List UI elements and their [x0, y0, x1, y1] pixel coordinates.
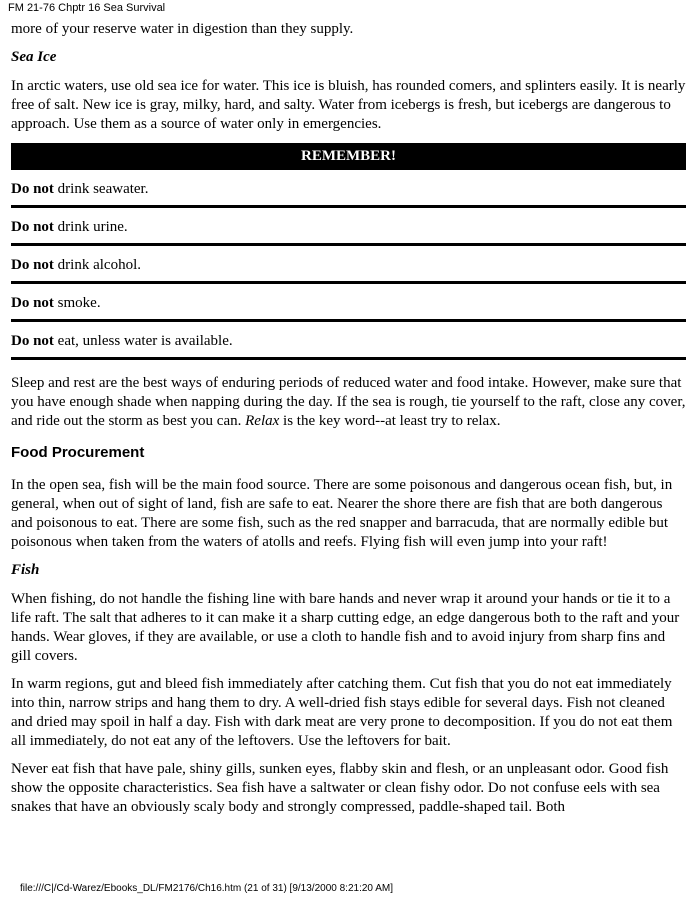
fish-paragraph-3: Never eat fish that have pale, shiny gills, sunken eyes, flabby skin and flesh, or an unpleasant odor. Good fish show the opposite characteristics. Sea fish have a saltwater or clean fishy odor. Do not confuse eels with sea snakes that have an obviously scaly body and strongly compressed, paddle-shaped tail. Both: [11, 761, 669, 815]
sleep-text-after: is the key word--at least try to relax.: [279, 413, 501, 429]
remember-item: [11, 246, 686, 284]
remember-item-bold: Do not: [11, 333, 54, 349]
fish-paragraph-1: When fishing, do not handle the fishing line with bare hands and never wrap it around your hands or tie it to a life raft. The salt that adheres to it can make it a sharp cutting edge, an edge dangerous both to the raft and your hands. Wear gloves, if they are available, or use a cloth to handle fish and to avoid injury from sharp fins and gill covers.: [11, 591, 680, 664]
remember-item-bold: Do not: [11, 257, 54, 273]
sleep-paragraph: [11, 374, 686, 431]
page-header: FM 21-76 Chptr 16 Sea Survival: [8, 2, 166, 14]
remember-item-text: smoke.: [53, 295, 101, 311]
sleep-text-before: Sleep and rest are the best ways of enduring periods of reduced water and food intake. However, make sure that you have enough shade when napping during the day. If the sea is rough, tie yourself to the raft, close any cover, and ride out the storm as best you can.: [11, 375, 686, 429]
sleep-text-italic: Relax: [245, 413, 280, 429]
continuation-paragraph: more of your reserve water in digestion than they supply.: [11, 21, 354, 37]
remember-item-text: drink urine.: [53, 219, 128, 235]
remember-item: [11, 284, 686, 322]
remember-item: [11, 208, 686, 246]
food-procurement-paragraph: In the open sea, fish will be the main food source. There are some poisonous and dangerous ocean fish, but, in general, when out of sight of land, fish are safe to eat. Nearer the shore there are fish that are both dangerous and poisonous to eat. There are some fish, such as the red snapper and barracuda, that are normally edible but poisonous when taken from the waters of atolls and reefs. Flying fish will even jump into your raft!: [11, 477, 673, 550]
remember-item: [11, 170, 686, 208]
remember-item: [11, 322, 686, 360]
food-procurement-heading: Food Procurement: [11, 444, 145, 461]
sea-ice-heading: Sea Ice: [11, 49, 57, 65]
remember-item-bold: Do not: [11, 181, 54, 197]
page-footer: file:///C|/Cd-Warez/Ebooks_DL/FM2176/Ch16.htm (21 of 31) [9/13/2000 8:21:20 AM]: [20, 883, 393, 894]
sea-ice-paragraph: In arctic waters, use old sea ice for water. This ice is bluish, has rounded comers, and splinters easily. It is nearly free of salt. New ice is gray, milky, hard, and salty. Water from icebergs is fresh, but icebergs are dangerous to approach. Use them as a source of water only in emergencies.: [11, 78, 686, 132]
document-body: [11, 20, 686, 826]
remember-item-bold: Do not: [11, 295, 54, 311]
fish-paragraph-2: In warm regions, gut and bleed fish immediately after catching them. Cut fish that you do not eat immediately into thin, narrow strips and hang them to dry. A well-dried fish stays edible for several days. Fish not cleaned and dried may spoil in half a day. Fish with dark meat are very prone to decomposition. If you do not eat them all immediately, do not eat any of the leftovers. Use the leftovers for bait.: [11, 676, 673, 749]
remember-item-bold: Do not: [11, 219, 54, 235]
remember-banner: REMEMBER!: [11, 143, 686, 170]
remember-item-text: drink seawater.: [53, 181, 149, 197]
remember-list: [11, 170, 686, 360]
remember-item-text: eat, unless water is available.: [53, 333, 233, 349]
remember-item-text: drink alcohol.: [53, 257, 141, 273]
fish-heading: Fish: [11, 562, 40, 578]
